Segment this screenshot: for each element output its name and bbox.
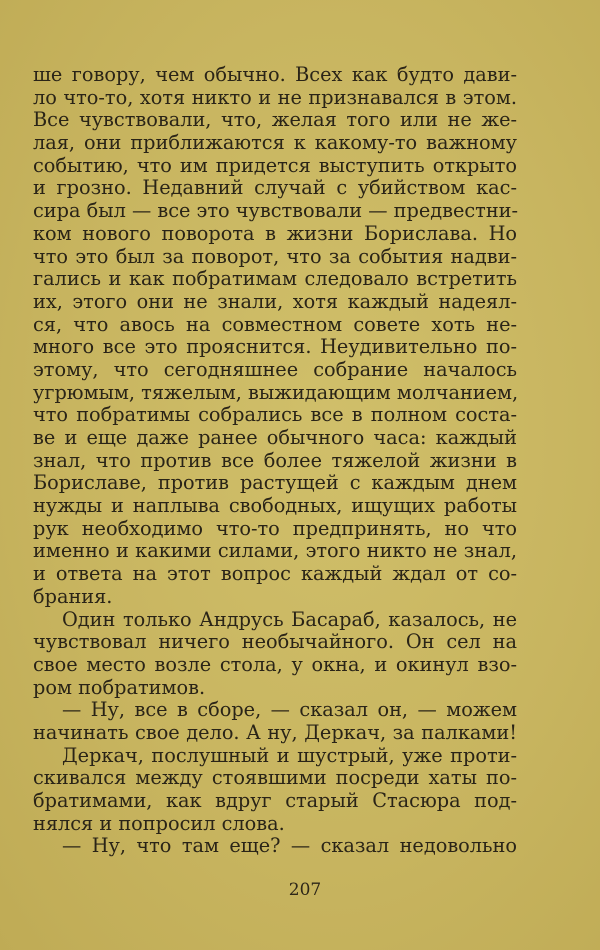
text-line: знал, что против все более тяжелой жизни в	[33, 448, 517, 472]
text-line: брания.	[33, 584, 113, 608]
text-line: Бориславе, против растущей с каждым днем	[33, 471, 517, 495]
text-line: гались и как побратимам следовало встретить	[33, 267, 517, 291]
text-line: — Ну, что там еще? — сказал недовольно	[62, 834, 517, 858]
text-line: ло что-то, хотя никто и не признавался в этом.	[33, 85, 517, 109]
text-line: что побратимы собрались все в полном соста-	[33, 403, 517, 427]
text-line: скивался между стоявшими посреди хаты по-	[33, 766, 517, 790]
text-line: ше говору, чем обычно. Всех как будто дави-	[33, 63, 517, 86]
text-line: этому, что сегодняшнее собрание началось	[33, 357, 517, 381]
text-line: братимами, как вдруг старый Стасюра под-	[33, 789, 517, 812]
text-line: много все это прояснится. Неудивительно по-	[33, 335, 517, 359]
text-line: ком нового поворота в жизни Борислава. Но	[33, 221, 517, 245]
text-line: Один только Андрусь Басараб, казалось, не	[62, 607, 517, 631]
text-line: свое место возле стола, у окна, и окинул взо-	[33, 652, 517, 676]
text-line: лая, они приближаются к какому-то важному	[33, 131, 517, 155]
text-line: ся, что авось на совместном совете хоть не-	[33, 312, 517, 336]
body-text	[33, 64, 517, 858]
text-line: Деркач, послушный и шустрый, уже проти-	[62, 743, 517, 767]
text-line: ром побратимов.	[33, 675, 206, 699]
text-line: и ответа на этот вопрос каждый ждал от со-	[33, 562, 517, 586]
text-line: начинать свое дело. А ну, Деркач, за палками!	[33, 720, 517, 744]
text-line: что это был за поворот, что за события надви-	[33, 244, 517, 268]
text-line: рук необходимо что-то предпринять, но что	[33, 516, 517, 540]
text-line: ве и еще даже ранее обычного часа: каждый	[33, 426, 517, 449]
text-line: именно и какими силами, этого никто не знал,	[33, 539, 517, 563]
text-line: нужды и наплыва свободных, ищущих работы	[33, 494, 517, 518]
text-line: и грозно. Недавний случай с убийством кас-	[33, 176, 517, 200]
text-line: чувствовал ничего необычайного. Он сел на	[33, 630, 517, 654]
text-line: угрюмым, тяжелым, выжидающим молчанием,	[33, 380, 519, 404]
text-line: сира был — все это чувствовали — предвестни-	[33, 199, 519, 223]
text-line: нялся и попросил слова.	[33, 811, 285, 835]
text-line: событию, что им придется выступить открыто	[33, 153, 517, 177]
text-line: — Ну, все в сборе, — сказал он, — можем	[62, 698, 517, 722]
text-line: Все чувствовали, что, желая того или не же-	[33, 108, 517, 132]
text-line: их, этого они не знали, хотя каждый надеял-	[33, 289, 517, 313]
page-number: 207	[288, 880, 322, 900]
